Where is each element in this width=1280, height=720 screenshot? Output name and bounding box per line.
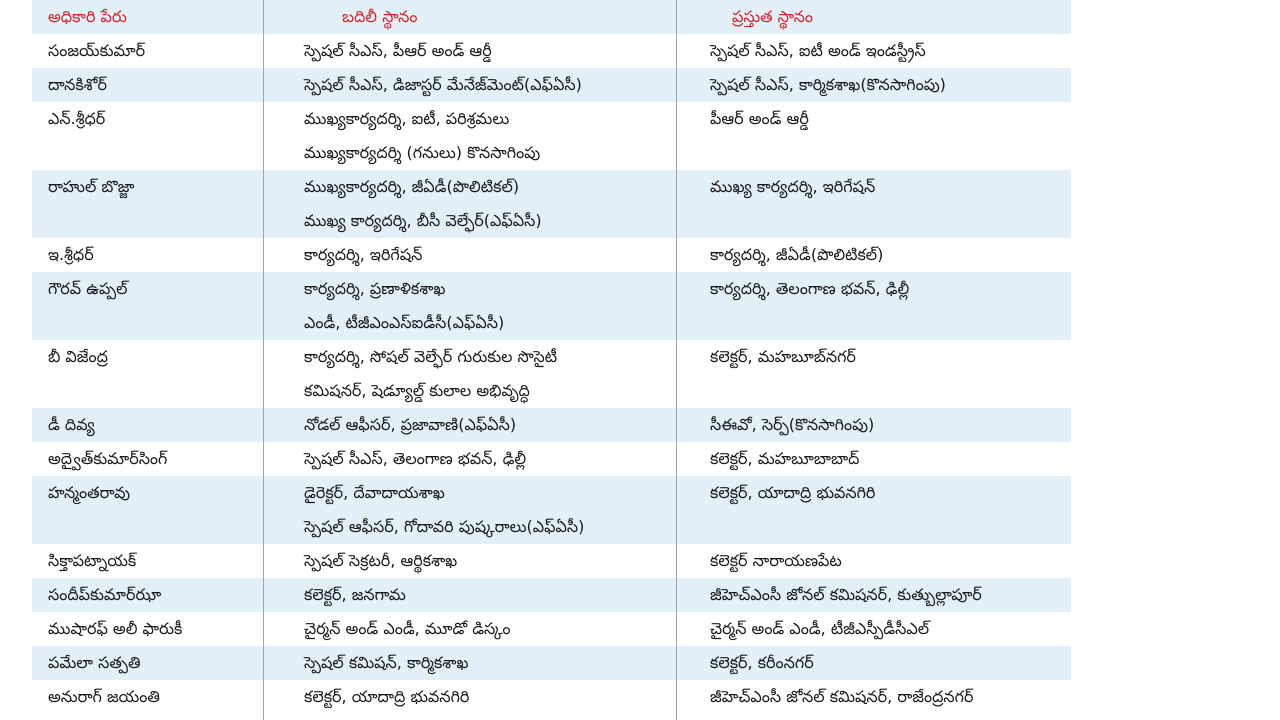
current-post-line: చైర్మన్ అండ్ ఎండీ, టీజీఎస్పీడీసీఎల్ <box>710 619 930 638</box>
current-post <box>710 272 909 306</box>
officer-name: రాహుల్ బొజ్జా <box>48 177 135 196</box>
current-post-line: స్పెషల్ సీఎస్, ఐటీ అండ్ ఇండస్ట్రీస్ <box>710 41 926 60</box>
officer-name: అద్వైత్‌కుమార్‌సింగ్ <box>48 449 168 468</box>
transfer-post <box>304 646 468 680</box>
transfer-post <box>304 612 511 646</box>
transfer-post <box>304 408 516 442</box>
table-row <box>32 272 1071 340</box>
current-post <box>710 680 973 714</box>
transfer-post <box>304 68 582 102</box>
table-row <box>32 408 1071 442</box>
current-post-line: కలెక్టర్, మహబూబ్‌నగర్ <box>710 347 856 366</box>
table-row <box>32 34 1071 68</box>
transfer-post <box>304 680 469 714</box>
table-row <box>32 544 1071 578</box>
transfer-post-line: చైర్మన్ అండ్ ఎండీ, మూడో డిస్కం <box>304 619 511 638</box>
officer-name: సందీప్‌కుమార్‌ఝా <box>48 585 162 604</box>
transfer-post-line: ముఖ్యకార్యదర్శి (గనులు) కొనసాగింపు <box>304 143 541 162</box>
current-post-line: జీహెచ్ఎంసీ జోనల్ కమిషనర్, కుత్బుల్లాపూర్ <box>710 585 982 604</box>
transfer-post-line: ముఖ్యకార్యదర్శి, ఐటీ, పరిశ్రమలు <box>304 109 510 128</box>
header-officer-name: అధికారి పేరు <box>48 7 127 26</box>
transfer-table <box>32 0 1071 720</box>
current-post-line: కలెక్టర్, మహబూబాబాద్ <box>710 449 860 468</box>
table-row <box>32 238 1071 272</box>
table-header <box>32 0 1071 34</box>
officer-name: ముషారఫ్ అలీ ఫారుకీ <box>48 619 183 638</box>
table-row <box>32 68 1071 102</box>
transfer-post-line: నోడల్ ఆఫీసర్, ప్రజావాణి(ఎఫ్ఏసీ) <box>304 415 517 434</box>
current-post-line: పీఆర్ అండ్ ఆర్డీ <box>710 109 809 128</box>
header-current-post: ప్రస్తుత స్థానం <box>732 7 814 26</box>
table-row <box>32 476 1071 544</box>
transfer-post <box>304 442 526 476</box>
transfer-post-line: స్పెషల్ సీఎస్, డిజాస్టర్ మేనేజ్‌మెంట్(ఎఫ్ఏసీ) <box>304 75 582 94</box>
officer-name: గౌరవ్ ఉప్పల్ <box>48 279 128 298</box>
current-post <box>710 68 946 102</box>
transfer-post <box>304 170 542 238</box>
table-row <box>32 340 1071 408</box>
officer-name: ఇ.శ్రీధర్ <box>48 245 94 264</box>
transfer-post <box>304 340 557 408</box>
officer-name: అనురాగ్ జయంతి <box>48 687 160 706</box>
officer-name: ఎన్.శ్రీధర్ <box>48 109 106 128</box>
officer-name: హన్మంతరావు <box>48 483 131 502</box>
transfer-post-line: కార్యదర్శి, ఇరిగేషన్ <box>304 245 423 264</box>
transfer-post-line: ఎండీ, టీజీఎంఎస్ఐడీసీ(ఎఫ్ఏసీ) <box>304 313 505 332</box>
transfer-post <box>304 476 584 544</box>
officer-name: డీ దివ్య <box>48 415 95 434</box>
transfer-post <box>304 578 406 612</box>
transfer-post-line: కార్యదర్శి, సోషల్ వెల్ఫేర్ గురుకుల సొసైటీ <box>304 347 558 366</box>
current-post <box>710 442 859 476</box>
column-divider-2 <box>676 0 677 720</box>
current-post <box>710 340 856 374</box>
officer-name: దానకిశోర్ <box>48 75 107 94</box>
transfer-post <box>304 34 492 68</box>
transfer-post-line: కలెక్టర్, యాదాద్రి భువనగిరి <box>304 687 470 706</box>
current-post <box>710 408 874 442</box>
table-row <box>32 102 1071 170</box>
officer-name: బీ విజేంద్ర <box>48 347 108 366</box>
transfer-post-line: స్పెషల్ సీఎస్, పీఆర్ అండ్ ఆర్డీ <box>304 41 492 60</box>
transfer-post-line: స్పెషల్ సీఎస్, తెలంగాణ భవన్, ఢిల్లీ <box>304 449 527 468</box>
officer-name: సిక్తాపట్నాయక్ <box>48 551 137 570</box>
current-post <box>710 238 883 272</box>
table-row <box>32 612 1071 646</box>
table-row <box>32 442 1071 476</box>
current-post <box>710 578 982 612</box>
transfer-post-line: డైరెక్టర్, దేవాదాయశాఖ <box>304 483 445 502</box>
transfer-post-line: స్పెషల్ ఆఫీసర్, గోదావరి పుష్కరాలు(ఎఫ్ఏసీ) <box>304 517 585 536</box>
current-post <box>710 170 875 204</box>
current-post-line: కలెక్టర్ నారాయణపేట <box>710 551 842 570</box>
table-row <box>32 680 1071 714</box>
current-post <box>710 34 926 68</box>
transfer-post <box>304 544 457 578</box>
current-post-line: కార్యదర్శి, తెలంగాణ భవన్, ఢిల్లీ <box>710 279 910 298</box>
current-post <box>710 544 842 578</box>
table-row <box>32 578 1071 612</box>
transfer-post <box>304 272 504 340</box>
transfer-post-line: కార్యదర్శి, ప్రణాళికశాఖ <box>304 279 446 298</box>
transfer-post <box>304 238 422 272</box>
current-post-line: సీఈవో, సెర్ప్(కొనసాగింపు) <box>710 415 875 434</box>
current-post-line: కలెక్టర్, యాదాద్రి భువనగిరి <box>710 483 876 502</box>
current-post-line: కలెక్టర్, కరీంనగర్ <box>710 653 814 672</box>
current-post-line: స్పెషల్ సీఎస్, కార్మికశాఖ(కొనసాగింపు) <box>710 75 946 94</box>
transfer-post-line: ముఖ్య కార్యదర్శి, బీసీ వెల్ఫేర్(ఎఫ్ఏసీ) <box>304 211 542 230</box>
transfer-post-line: కలెక్టర్, జనగామ <box>304 585 406 604</box>
transfer-post-line: స్పెషల్ సెక్రటరీ, ఆర్థికశాఖ <box>304 551 458 570</box>
table-row <box>32 170 1071 238</box>
header-transfer-post: బదిలీ స్థానం <box>342 7 418 26</box>
current-post <box>710 646 814 680</box>
current-post <box>710 476 875 510</box>
officer-name: సంజయ్‌కుమార్ <box>48 41 146 60</box>
current-post-line: కార్యదర్శి, జీఏడీ(పొలిటికల్) <box>710 245 884 264</box>
transfer-post <box>304 102 540 170</box>
column-divider-1 <box>263 0 264 720</box>
transfer-post-line: కమిషనర్, షెడ్యూల్డ్ కులాల అభివృద్ధి <box>304 381 530 400</box>
current-post-line: జీహెచ్ఎంసీ జోనల్ కమిషనర్, రాజేంద్రనగర్ <box>710 687 974 706</box>
transfer-post-line: స్పెషల్ కమిషన్, కార్మికశాఖ <box>304 653 469 672</box>
table-row <box>32 646 1071 680</box>
transfer-post-line: ముఖ్యకార్యదర్శి, జీఏడీ(పొలిటికల్) <box>304 177 520 196</box>
current-post-line: ముఖ్య కార్యదర్శి, ఇరిగేషన్ <box>710 177 876 196</box>
current-post <box>710 102 809 136</box>
current-post <box>710 612 929 646</box>
officer-name: పమేలా సత్పతి <box>48 653 141 672</box>
